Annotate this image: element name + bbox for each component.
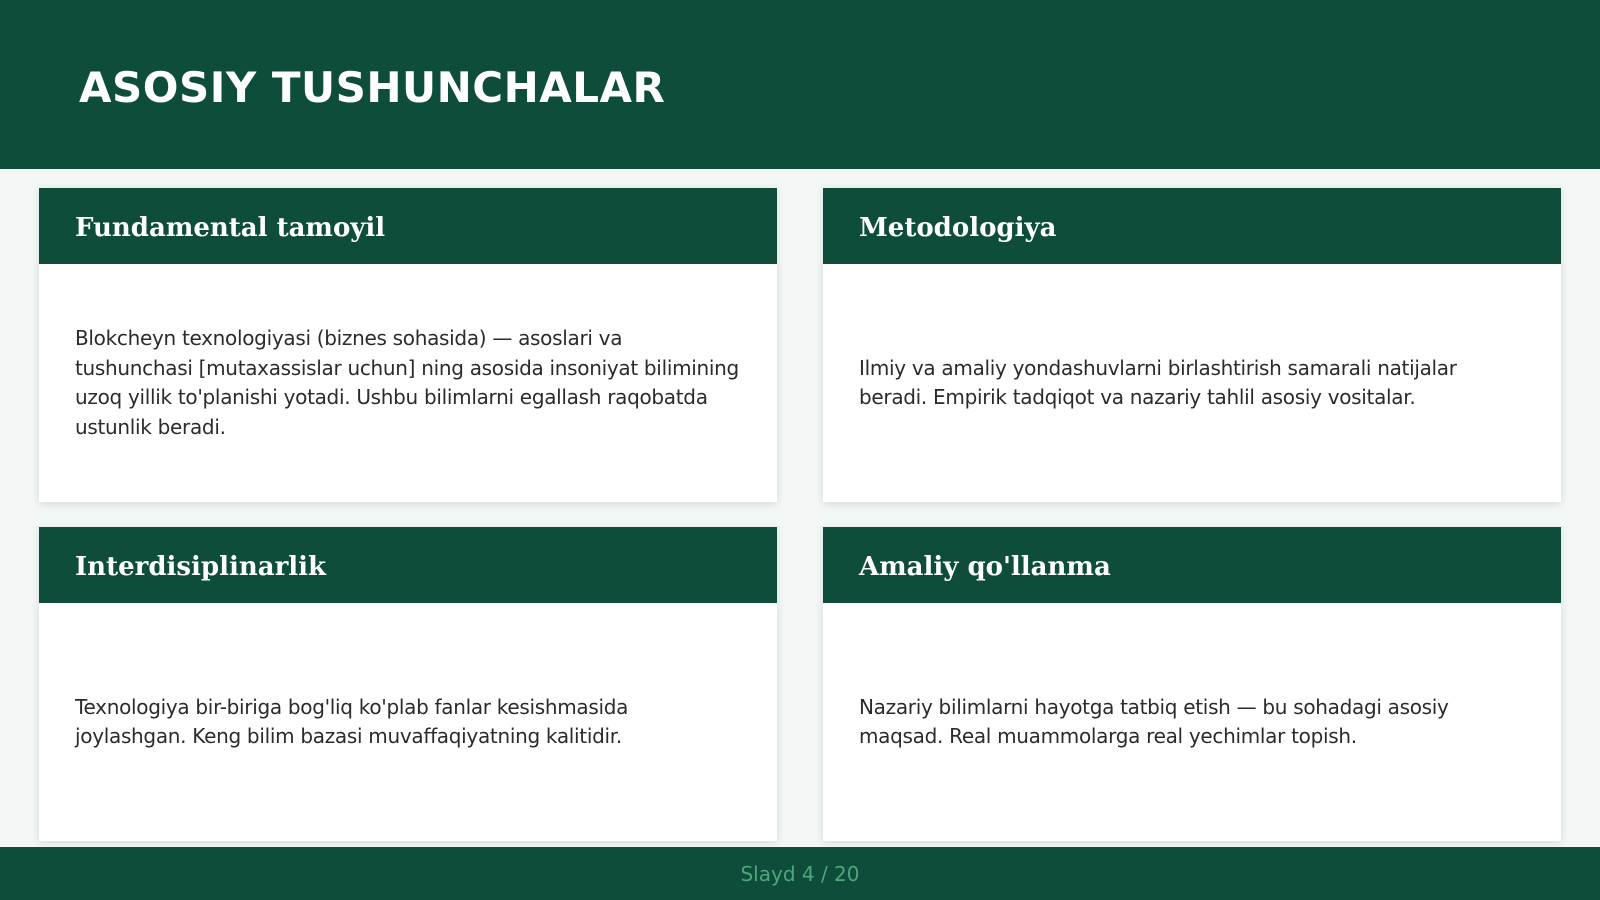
card-title: Metodologiya bbox=[859, 213, 1057, 243]
card-header bbox=[39, 527, 777, 603]
card-text: Nazariy bilimlarni hayotga tatbiq etish — bu sohadagi asosiy maqsad. Real muammolarga real yechimlar topish. bbox=[859, 694, 1449, 748]
slide-counter: Slayd 4 / 20 bbox=[740, 861, 860, 886]
slide-title: ASOSIY TUSHUNCHALAR bbox=[79, 63, 666, 112]
card-text: Blokcheyn texnologiyasi (biznes sohasida) — asoslari va tushunchasi [mutaxassislar uchun] ning asosida insoniyat bilimining uzoq yillik to'planishi yotadi. Ushbu bilimlarni egallash raqobatda ustunlik beradi. bbox=[75, 326, 739, 439]
card-title: Interdisiplinarlik bbox=[75, 552, 327, 582]
card-body bbox=[859, 264, 1529, 502]
card-metodologiya bbox=[823, 188, 1561, 502]
card-header bbox=[823, 188, 1561, 264]
card-text: Ilmiy va amaliy yondashuvlarni birlashtirish samarali natijalar beradi. Empirik tadqiqot va nazariy tahlil asosiy vositalar. bbox=[859, 355, 1457, 409]
slide-footer bbox=[0, 847, 1600, 900]
card-body bbox=[859, 603, 1529, 841]
card-body bbox=[75, 264, 745, 502]
card-header bbox=[39, 188, 777, 264]
card-title: Fundamental tamoyil bbox=[75, 213, 386, 243]
slide-header bbox=[0, 0, 1600, 169]
card-fundamental-tamoyil bbox=[39, 188, 777, 502]
card-text: Texnologiya bir-biriga bog'liq ko'plab fanlar kesishmasida joylashgan. Keng bilim bazasi muvaffaqiyatning kalitidir. bbox=[75, 694, 629, 748]
card-interdisiplinarlik bbox=[39, 527, 777, 841]
card-title: Amaliy qo'llanma bbox=[859, 552, 1111, 582]
card-body bbox=[75, 603, 745, 841]
card-amaliy-qollanma bbox=[823, 527, 1561, 841]
card-header bbox=[823, 527, 1561, 603]
